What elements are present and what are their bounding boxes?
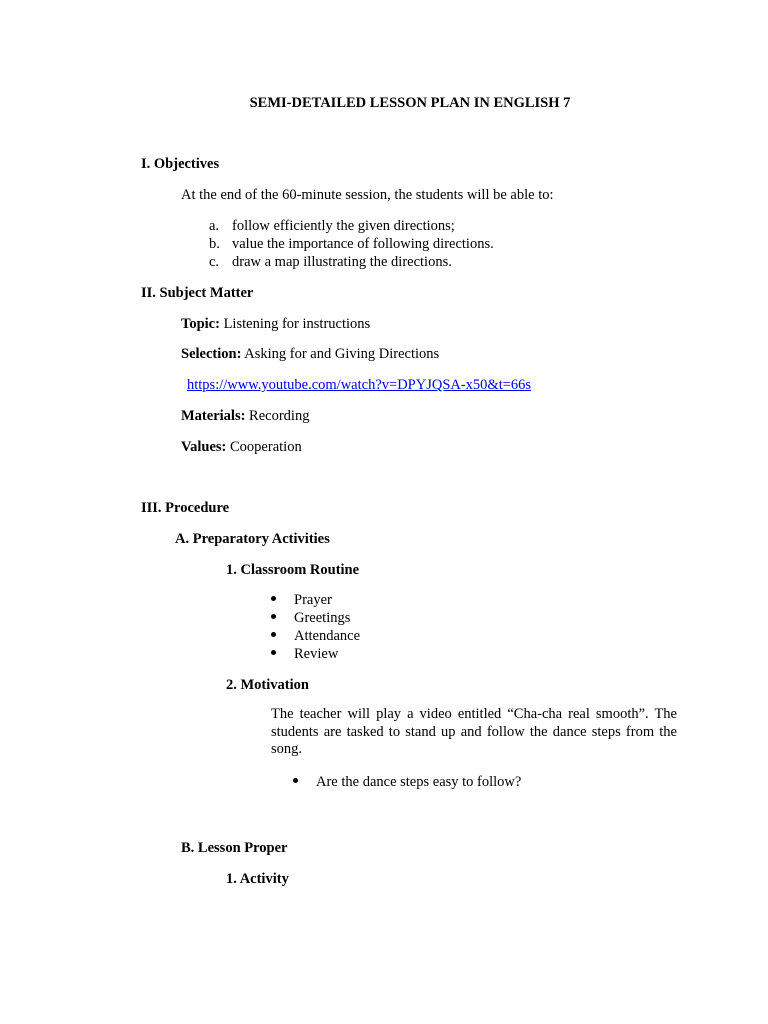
topic-value: Listening for instructions xyxy=(219,316,371,332)
motivation-paragraph: The teacher will play a video entitled “Cha-cha real smooth”. The students are tasked to stand up and follow the dance steps from the song. xyxy=(271,706,677,757)
link-line xyxy=(187,376,531,394)
bullet-icon xyxy=(271,614,276,619)
selection-value: Asking for and Giving Directions xyxy=(241,346,440,362)
motivation-question: Are the dance steps easy to follow? xyxy=(316,774,522,790)
list-item: Review xyxy=(294,646,339,662)
materials-line xyxy=(181,407,309,425)
list-item: Greetings xyxy=(294,610,351,626)
objectives-heading: I. Objectives xyxy=(141,156,220,172)
bullet-icon xyxy=(293,778,298,783)
bullet-icon xyxy=(271,632,276,637)
page-title: SEMI-DETAILED LESSON PLAN IN ENGLISH 7 xyxy=(249,95,571,111)
list-item: Prayer xyxy=(294,592,332,608)
bullet-icon xyxy=(271,596,276,601)
activity-heading: 1. Activity xyxy=(226,871,289,887)
selection-label: Selection: xyxy=(181,346,242,362)
list-item: follow efficiently the given directions; xyxy=(232,218,455,234)
classroom-routine-heading: 1. Classroom Routine xyxy=(226,562,360,578)
objectives-intro: At the end of the 60-minute session, the students will be able to: xyxy=(181,187,554,203)
values-line xyxy=(181,438,302,456)
list-item-marker: a. xyxy=(209,218,220,234)
motivation-heading: 2. Motivation xyxy=(226,677,309,693)
materials-label: Materials: xyxy=(181,408,246,424)
subject-matter-heading: II. Subject Matter xyxy=(141,285,254,301)
topic-line xyxy=(181,315,370,333)
values-label: Values: xyxy=(181,439,227,455)
topic-label: Topic: xyxy=(181,316,220,332)
procedure-heading: III. Procedure xyxy=(141,500,230,516)
list-item: draw a map illustrating the directions. xyxy=(232,254,452,270)
list-item: value the importance of following directions. xyxy=(232,236,494,252)
lesson-proper-heading: B. Lesson Proper xyxy=(181,840,288,856)
list-item-marker: b. xyxy=(209,236,220,252)
values-value: Cooperation xyxy=(226,439,302,455)
materials-value: Recording xyxy=(245,408,310,424)
video-link[interactable]: https://www.youtube.com/watch?v=DPYJQSA-x50&t=66s xyxy=(187,377,532,393)
list-item: Attendance xyxy=(294,628,361,644)
bullet-icon xyxy=(271,650,276,655)
preparatory-heading: A. Preparatory Activities xyxy=(175,531,330,547)
list-item-marker: c. xyxy=(209,254,220,270)
selection-line xyxy=(181,345,439,363)
